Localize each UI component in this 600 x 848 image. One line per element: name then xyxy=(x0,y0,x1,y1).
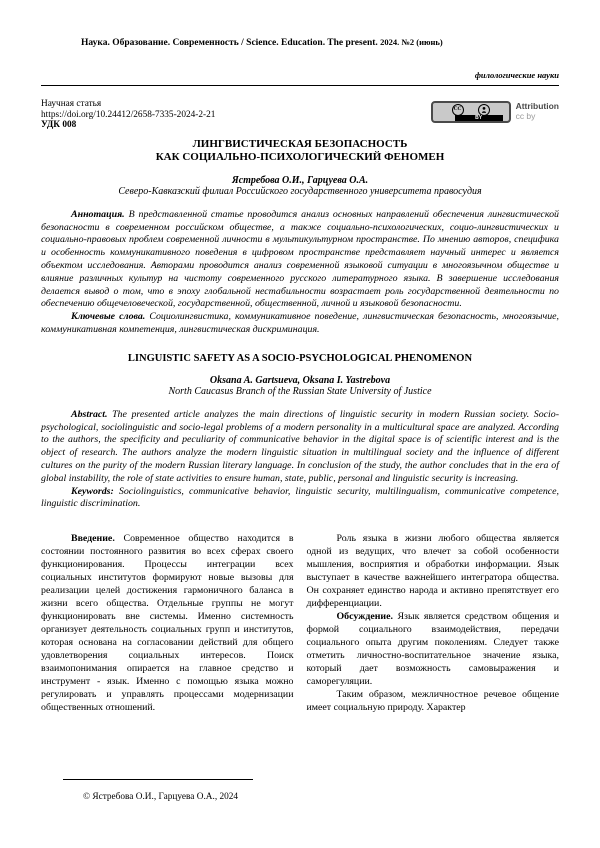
keywords-ru xyxy=(41,311,559,337)
license-attribution-label: Attribution xyxy=(515,101,559,111)
article-title-ru-line2: КАК СОЦИАЛЬНО-ПСИХОЛОГИЧЕСКИЙ ФЕНОМЕН xyxy=(155,151,445,164)
article-title-ru-line1: ЛИНГВИСТИЧЕСКАЯ БЕЗОПАСНОСТЬ xyxy=(192,137,408,150)
header-rule xyxy=(41,65,559,86)
cc-by-bar: BY xyxy=(455,115,503,121)
authors-ru: Ястребова О.И., Гарцуева О.А. xyxy=(231,174,369,186)
paragraph-discussion-text: Язык является средством общения и формой социального взаимодействия, передачи социального опыта другим поколениям. Следует также отметить личностно-воспитательное значение языка, который дает возможность самовыражения и саморегуляции. xyxy=(306,611,559,688)
keywords-en xyxy=(41,486,559,512)
paragraph-introduction-text: Современное общество находится в состоянии постоянного развития во всех сферах своего функционирования. Процессы интеграции всех социальных институтов формируют новые вызовы для реализации целей достижения гармоничного баланса в жизни всего общества. Отдельные группы не могут функционировать вне системы. Именно системность организует деятельность социальных групп и институтов, которая основана на согласовании действий для общего удовлетворения социальных интересов. Поиск взаимопонимания опирается на главное средство и инструмент - язык. Именно с помощью языка можно регулировать и управлять процессами модернизации общественных отношений. xyxy=(41,533,294,714)
paragraph-language-role-text: Роль языка в жизни любого общества является одной из ведущих, что влечет за собой особенности мышления, восприятия и обработки информации. Язык выступает в качестве важнейшего интегратора общества. Он сохраняет единство народа и активно препятствует его дифференциации. xyxy=(306,533,559,610)
keywords-ru-label: Ключевые слова. xyxy=(71,311,150,323)
paragraph-conclusion-start-text: Таким образом, межличностное речевое общение имеет социальную природу. Характер xyxy=(306,689,559,714)
paragraph-discussion-label: Обсуждение. xyxy=(336,611,398,623)
issue-info: 2024. №2 (июнь) xyxy=(380,37,443,47)
udk-code: УДК 008 xyxy=(41,120,77,131)
license-code-label: cc by xyxy=(515,111,536,121)
abstract-en xyxy=(41,409,559,486)
authors-en: Oksana A. Gartsueva, Oksana I. Yastrebova xyxy=(209,374,391,386)
doi-link[interactable]: https://doi.org/10.24412/2658-7335-2024-2-21 xyxy=(41,109,216,120)
paragraph-introduction-label: Введение. xyxy=(71,533,124,545)
article-type: Научная статья xyxy=(41,99,102,109)
affiliation-en: North Caucasus Branch of the Russian State University of Justice xyxy=(168,385,432,397)
footnote-rule xyxy=(63,779,253,780)
body-columns xyxy=(41,532,559,714)
abstract-ru xyxy=(41,209,559,311)
cc-icon-label: CC xyxy=(453,106,462,113)
abstract-ru-label: Аннотация. xyxy=(71,208,129,220)
paragraph-language-role xyxy=(307,532,560,610)
abstract-en-text: The presented article analyzes the main directions of linguistic security in modern Russian society. Socio-psychological, sociolinguistic and socio-legal problems of a modern personality in a multicultural space are analyzed. According to the authors, the specificity and peculiarity of communicative behavior in the digital space is of scientific interest and is the object of research. The authors analyze the modern linguistic situation in multilingual society and the influence of different cultures on the purity of the modern Russian literary language. In conclusion of the study, the author concludes that in the era of global instability, the role of state activities to ensure human, state, public, personal and linguistic security is increasing. xyxy=(41,408,559,484)
article-meta xyxy=(41,99,559,131)
keywords-en-text: Sociolinguistics, communicative behavior, linguistic security, multilingualism, communicative competence, linguistic discrimination. xyxy=(41,485,559,510)
paragraph-discussion xyxy=(307,610,560,688)
article-title-en: LINGUISTIC SAFETY AS A SOCIO-PSYCHOLOGICAL PHENOMENON xyxy=(127,352,473,364)
cc-license-block xyxy=(431,101,559,123)
journal-title: Наука. Образование. Современность / Science. Education. The present. xyxy=(81,38,378,48)
journal-header xyxy=(81,36,559,49)
abstract-ru-text: В представленной статье проводится анализ основных направлений обеспечения лингвистической безопасности в современном российском обществе, а также социально-психологических, социо-лингвистических и социально-правовых проблем современной личности в мультикультурном пространстве. По мнению авторов, специфика и особенность коммуникативного поведения в цифровом пространстве представляет научный интерес и является объектом исследования. Авторами проводится анализ современной языковой ситуации в многоязычном обществе и влияние различных культур на чистоту современного русского литературного языка. В завершение исследования делается вывод о том, что в эпоху глобальной нестабильности возрастает роль государственной деятельности по обеспечению общечеловеческой, государственной, общественной, личной и языковой безопасности. xyxy=(41,208,559,310)
body-column-right xyxy=(307,532,560,714)
section-label: филологические науки xyxy=(474,70,559,80)
keywords-ru-text: Социолингвистика, коммуникативное поведение, лингвистическая безопасность, многоязычие, коммуникативная компетенция, лингвистическая дискриминация. xyxy=(41,311,559,335)
cc-by-badge[interactable] xyxy=(431,101,511,123)
footnote-block xyxy=(41,779,253,802)
article-title-ru xyxy=(41,138,559,165)
body-column-left xyxy=(41,532,294,714)
paragraph-introduction xyxy=(41,532,294,714)
abstract-en-label: Abstract. xyxy=(71,408,113,420)
keywords-en-label: Keywords: xyxy=(71,485,119,497)
copyright-line: © Ястребова О.И., Гарцуева О.А., 2024 xyxy=(83,792,239,802)
affiliation-ru: Северо-Кавказский филиал Российского государственного университета правосудия xyxy=(118,185,482,197)
paragraph-conclusion-start xyxy=(307,688,560,714)
